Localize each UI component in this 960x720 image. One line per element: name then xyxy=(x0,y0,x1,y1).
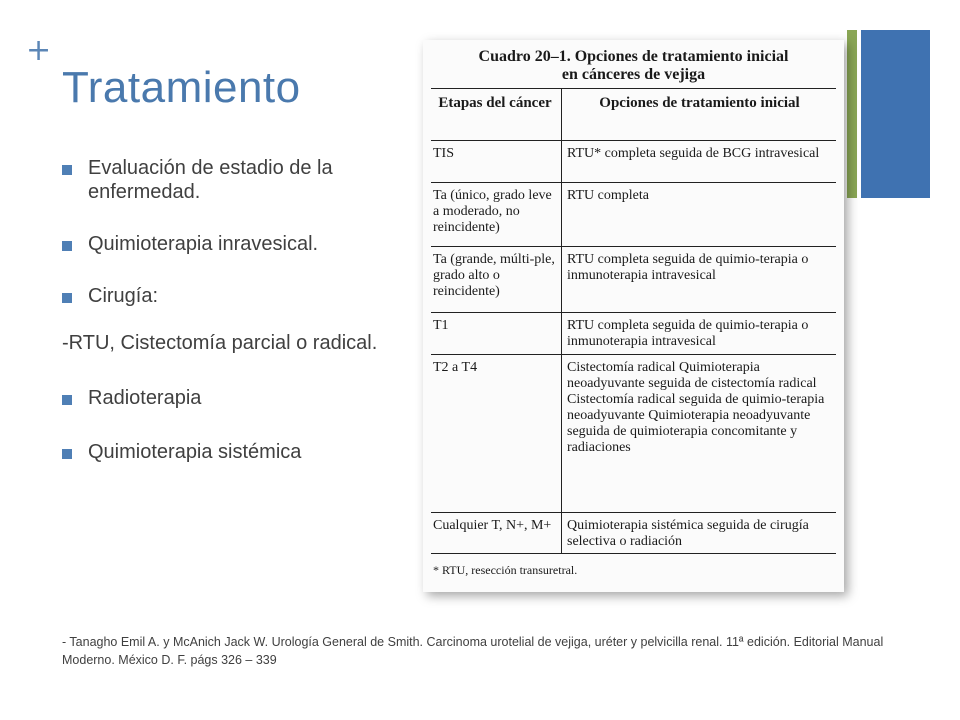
table-rule xyxy=(431,553,836,554)
cell-option: Quimioterapia sistémica seguida de cirugía selectiva o radiación xyxy=(567,518,809,549)
bullet-item: Quimioterapia sistémica xyxy=(62,440,402,464)
table-rule xyxy=(431,312,836,313)
table-rule xyxy=(431,140,836,141)
square-bullet-icon xyxy=(62,293,72,303)
table-caption: Cuadro 20–1. Opciones de tratamiento inicial en cánceres de vejiga xyxy=(478,48,789,83)
bullet-item: Evaluación de estadio de la enfermedad. xyxy=(62,156,402,204)
table-rule xyxy=(431,88,836,89)
table-rule xyxy=(431,354,836,355)
square-bullet-icon xyxy=(62,165,72,175)
cell-stage: TIS xyxy=(433,146,454,161)
bullet-list xyxy=(62,156,402,464)
accent-bar-blue xyxy=(861,30,930,198)
bullet-item: Quimioterapia inravesical. xyxy=(62,232,402,256)
reference-citation: - Tanagho Emil A. y McAnich Jack W. Urología General de Smith. Carcinoma urotelial de vejiga, uréter y pelvicilla renal. 11ª edición. Editorial Manual Moderno. México D. F. págs 326 – 339 xyxy=(62,635,884,667)
cell-option: RTU completa seguida de quimio-terapia o inmunoterapia intravesical xyxy=(567,318,809,349)
accent-bar-green xyxy=(847,30,857,198)
table-rule xyxy=(431,182,836,183)
surgery-detail: -RTU, Cistectomía parcial o radical. xyxy=(62,332,378,354)
cell-stage: Ta (único, grado leve a moderado, no reincidente) xyxy=(433,188,552,235)
square-bullet-icon xyxy=(62,449,72,459)
cell-stage: T1 xyxy=(433,318,449,333)
cell-option: RTU completa seguida de quimio-terapia o inmunoterapia intravesical xyxy=(567,252,809,283)
treatment-table-figure xyxy=(423,40,844,592)
header-stage: Etapas del cáncer xyxy=(438,95,552,111)
cell-option: Cistectomía radical Quimioterapia neoadyuvante seguida de cistectomía radical Cistectomía radical seguida de quimio-terapia neoadyuvante Quimioterapia neoadyuvante seguida de quimioterapia concomitante y radiaciones xyxy=(567,360,825,455)
cell-option: RTU completa xyxy=(567,188,649,203)
square-bullet-icon xyxy=(62,241,72,251)
bullet-item: Cirugía: xyxy=(62,284,402,308)
plus-icon: + xyxy=(26,33,52,68)
cell-stage: T2 a T4 xyxy=(433,360,478,375)
header-options: Opciones de tratamiento inicial xyxy=(599,95,800,111)
bullet-item: Radioterapia xyxy=(62,386,402,410)
cell-stage: Ta (grande, múlti-ple, grado alto o reincidente) xyxy=(433,252,555,299)
cell-option: RTU* completa seguida de BCG intravesical xyxy=(567,146,820,161)
table-rule xyxy=(431,246,836,247)
table-rule xyxy=(431,512,836,513)
cell-stage: Cualquier T, N+, M+ xyxy=(433,518,552,533)
column-divider xyxy=(561,88,562,553)
square-bullet-icon xyxy=(62,395,72,405)
slide-title: Tratamiento xyxy=(62,63,301,112)
table-footnote: * RTU, resección transuretral. xyxy=(433,563,578,577)
